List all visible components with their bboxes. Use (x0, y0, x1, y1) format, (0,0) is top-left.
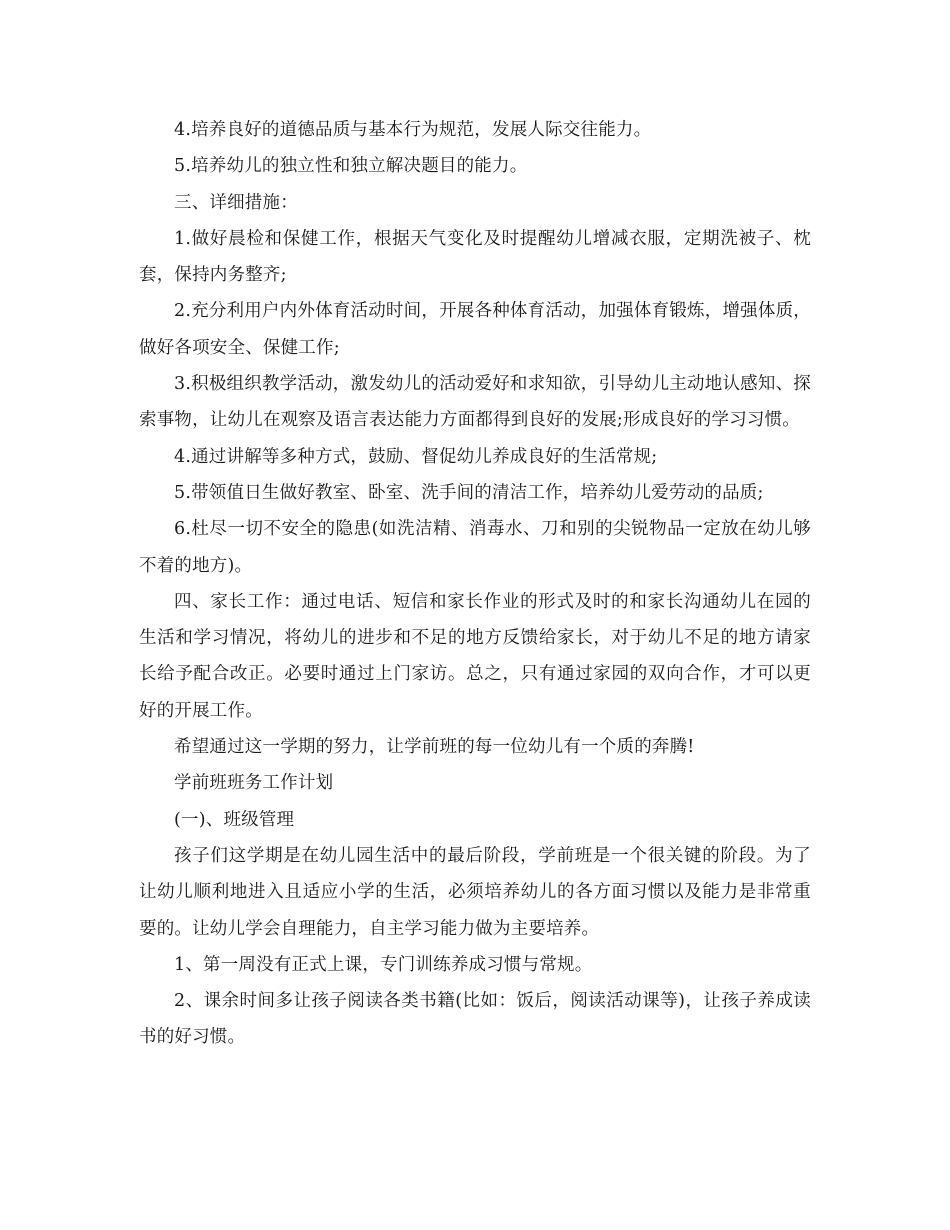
paragraph-measure-5: 5.带领值日生做好教室、卧室、洗手间的清洁工作，培养幼儿爱劳动的品质; (174, 482, 764, 503)
paragraph-class-intro: 孩子们这学期是在幼儿园生活中的最后阶段，学前班是一个很关键的阶段。为了让幼儿顺利地进入且适应小学的生活，必须培养幼儿的各方面习惯以及能力是非常重要的。让幼儿学会自理能力，自主学习能力做为主要培养。 (139, 845, 811, 939)
paragraph-parent-work: 四、家长工作：通过电话、短信和家长作业的形式及时的和家长沟通幼儿在园的生活和学习情况，将幼儿的进步和不足的地方反馈给家长，对于幼儿不足的地方请家长给予配合改正。必要时通过上门家访。总之，只有通过家园的双向合作，才可以更好的开展工作。 (139, 591, 811, 721)
paragraph-goal-5: 5.培养幼儿的独立性和独立解决题目的能力。 (174, 156, 528, 177)
plan-title: 学前班班务工作计划 (174, 773, 334, 794)
paragraph-item-2: 2、课余时间多让孩子阅读各类书籍(比如：饭后，阅读活动课等)，让孩子养成读书的好习惯。 (139, 991, 811, 1048)
paragraph-hope: 希望通过这一学期的努力，让学前班的每一位幼儿有一个质的奔腾! (174, 737, 695, 758)
paragraph-measure-6: 6.杜尽一切不安全的隐患(如洗洁精、消毒水、刀和别的尖锐物品一定放在幼儿够不着的地方)。 (139, 519, 811, 576)
paragraph-measure-1: 1.做好晨检和保健工作，根据天气变化及时提醒幼儿增减衣服，定期洗被子、枕套，保持内务整齐; (139, 228, 811, 286)
document-body (139, 112, 811, 1056)
section-heading-class-management: (一)、班级管理 (174, 809, 295, 830)
paragraph-goal-4: 4.培养良好的道德品质与基本行为规范，发展人际交往能力。 (174, 120, 652, 140)
paragraph-measure-2: 2.充分利用户内外体育活动时间，开展各种体育活动，加强体育锻炼，增强体质，做好各项安全、保健工作; (139, 301, 811, 358)
paragraph-measure-3: 3.积极组织教学活动，激发幼儿的活动爱好和求知欲，引导幼儿主动地认感知、探索事物，让幼儿在观察及语言表达能力方面都得到良好的发展;形成良好的学习习惯。 (139, 374, 811, 431)
paragraph-measure-4: 4.通过讲解等多种方式，鼓励、督促幼儿养成良好的生活常规; (174, 446, 658, 467)
paragraph-item-1: 1、第一周没有正式上课，专门训练养成习惯与常规。 (174, 954, 593, 975)
section-heading-measures: 三、详细措施： (174, 192, 298, 213)
